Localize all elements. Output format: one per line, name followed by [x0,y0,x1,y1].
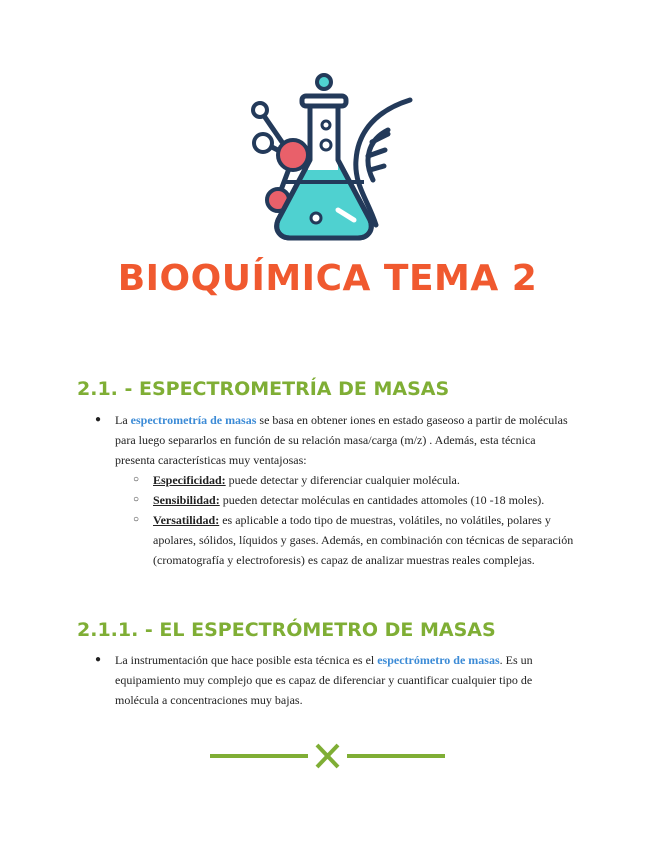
cross-divider-icon [210,740,445,772]
bullet-circle-icon: ○ [133,474,140,485]
term-label: Especificidad: [153,473,226,487]
bullet-dot-icon: ● [95,654,102,665]
highlight-term: espectrometría de masas [130,413,257,427]
flask-molecule-icon [238,70,418,250]
highlight-term: espectrómetro de masas [377,653,500,667]
list-item: ○ Versatilidad: es aplicable a todo tipo de muestras, volátiles, no volátiles, polares y apolares, sólidos, líquidos y gases. Además, en combinación con técnicas de separación (cromatografía y electroforesis) es capaz de analizar muestras reales complejas. [133,510,575,570]
paragraph: La espectrometría de masas se basa en obtener iones en estado gaseoso a partir de moléculas para luego separarlos en función de su relación masa/carga (m/z) . Además, esta técnica presenta características muy ventajosas: [115,413,568,467]
list-item: ○ Especificidad: puede detectar y diferenciar cualquier molécula. [133,470,575,490]
bullet-dot-icon: ● [95,414,102,425]
section-heading-1: 2.1. - ESPECTROMETRÍA DE MASAS [77,378,450,400]
list-item: ○ Sensibilidad: pueden detectar moléculas en cantidades attomoles (10 -18 moles). [133,490,575,510]
paragraph: La instrumentación que hace posible esta técnica es el espectrómetro de masas. Es un equipamiento muy complejo que es capaz de diferenciar y cuantificar cualquier tipo de molécula a concentraciones muy bajas. [115,653,533,707]
section-2-content [95,650,575,710]
section-heading-2: 2.1.1. - EL ESPECTRÓMETRO DE MASAS [77,619,496,641]
list-item [95,410,575,470]
term-label: Sensibilidad: [153,493,220,507]
page-title: BIOQUÍMICA TEMA 2 [117,258,538,299]
section-1-content [95,410,575,570]
bullet-circle-icon: ○ [133,514,140,525]
term-label: Versatilidad: [153,513,220,527]
bullet-circle-icon: ○ [133,494,140,505]
list-item [95,650,575,710]
